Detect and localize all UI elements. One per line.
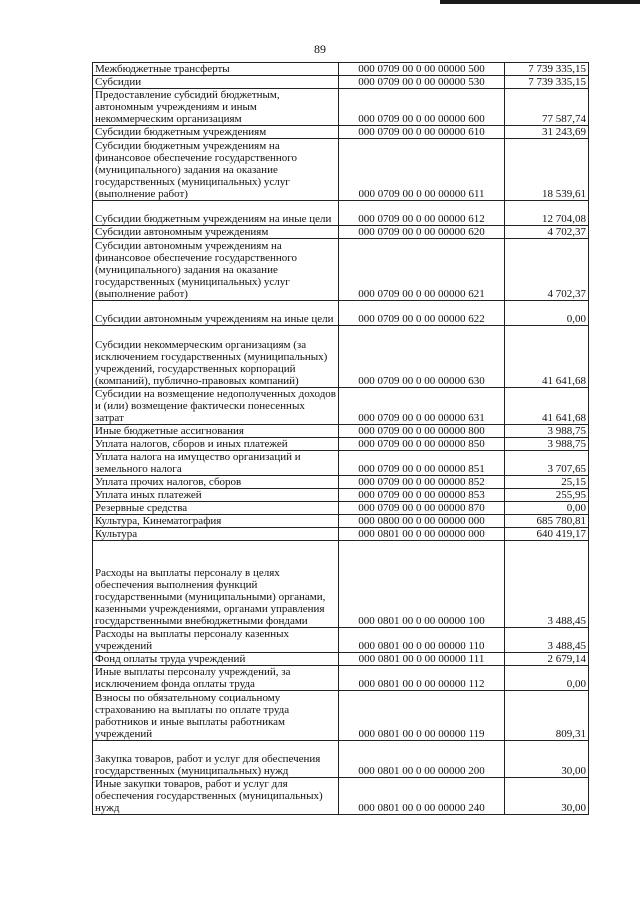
table-row bbox=[93, 388, 589, 425]
row-code: 000 0801 00 0 00 00000 112 bbox=[339, 666, 505, 691]
row-code: 000 0709 00 0 00 00000 870 bbox=[339, 502, 505, 515]
table-row bbox=[93, 326, 589, 388]
table-row bbox=[93, 628, 589, 653]
table-row bbox=[93, 63, 589, 76]
row-name: Субсидии автономным учреждениям на финансовое обеспечение государственного (муниципального) задания на оказание государственных (муниципальных) услуг (выполнение работ) bbox=[93, 239, 339, 301]
row-name: Расходы на выплаты персоналу в целях обеспечения выполнения функций государственными (муниципальными) органами, казенными учреждениями, органами управления государственными внебюджетными фондами bbox=[93, 541, 339, 628]
row-code: 000 0709 00 0 00 00000 851 bbox=[339, 451, 505, 476]
row-code: 000 0709 00 0 00 00000 631 bbox=[339, 388, 505, 425]
row-amount: 41 641,68 bbox=[505, 388, 589, 425]
row-code: 000 0709 00 0 00 00000 852 bbox=[339, 476, 505, 489]
row-name: Иные бюджетные ассигнования bbox=[93, 425, 339, 438]
row-name: Субсидии bbox=[93, 76, 339, 89]
row-code: 000 0801 00 0 00 00000 000 bbox=[339, 528, 505, 541]
table-row bbox=[93, 489, 589, 502]
table-row bbox=[93, 502, 589, 515]
row-amount: 809,31 bbox=[505, 691, 589, 741]
row-amount: 640 419,17 bbox=[505, 528, 589, 541]
row-code: 000 0801 00 0 00 00000 110 bbox=[339, 628, 505, 653]
row-amount: 3 488,45 bbox=[505, 541, 589, 628]
table-row bbox=[93, 691, 589, 741]
row-amount: 0,00 bbox=[505, 502, 589, 515]
row-code: 000 0801 00 0 00 00000 100 bbox=[339, 541, 505, 628]
row-amount: 77 587,74 bbox=[505, 89, 589, 126]
table-row bbox=[93, 476, 589, 489]
table-row bbox=[93, 528, 589, 541]
row-code: 000 0709 00 0 00 00000 600 bbox=[339, 89, 505, 126]
row-code: 000 0801 00 0 00 00000 119 bbox=[339, 691, 505, 741]
table-row bbox=[93, 201, 589, 226]
row-amount: 685 780,81 bbox=[505, 515, 589, 528]
row-amount: 41 641,68 bbox=[505, 326, 589, 388]
row-name: Закупка товаров, работ и услуг для обеспечения государственных (муниципальных) нужд bbox=[93, 741, 339, 778]
row-amount: 25,15 bbox=[505, 476, 589, 489]
row-amount: 255,95 bbox=[505, 489, 589, 502]
row-name: Уплата прочих налогов, сборов bbox=[93, 476, 339, 489]
table-row bbox=[93, 653, 589, 666]
budget-table bbox=[92, 62, 589, 815]
row-name: Межбюджетные трансферты bbox=[93, 63, 339, 76]
row-amount: 4 702,37 bbox=[505, 239, 589, 301]
budget-table-body bbox=[93, 63, 589, 815]
row-name: Субсидии на возмещение недополученных доходов и (или) возмещение фактически понесенных затрат bbox=[93, 388, 339, 425]
table-row bbox=[93, 239, 589, 301]
row-code: 000 0709 00 0 00 00000 853 bbox=[339, 489, 505, 502]
table-row bbox=[93, 425, 589, 438]
row-name: Резервные средства bbox=[93, 502, 339, 515]
row-code: 000 0709 00 0 00 00000 850 bbox=[339, 438, 505, 451]
table-row bbox=[93, 76, 589, 89]
row-code: 000 0709 00 0 00 00000 620 bbox=[339, 226, 505, 239]
row-code: 000 0709 00 0 00 00000 530 bbox=[339, 76, 505, 89]
row-name: Субсидии бюджетным учреждениям bbox=[93, 126, 339, 139]
row-name: Уплата налога на имущество организаций и земельного налога bbox=[93, 451, 339, 476]
row-amount: 31 243,69 bbox=[505, 126, 589, 139]
row-name: Субсидии некоммерческим организациям (за исключением государственных (муниципальных) учреждений, государственных корпораций (компаний), публично-правовых компаний) bbox=[93, 326, 339, 388]
row-amount: 18 539,61 bbox=[505, 139, 589, 201]
row-code: 000 0709 00 0 00 00000 610 bbox=[339, 126, 505, 139]
row-name: Культура bbox=[93, 528, 339, 541]
row-code: 000 0709 00 0 00 00000 500 bbox=[339, 63, 505, 76]
row-name: Субсидии бюджетным учреждениям на финансовое обеспечение государственного (муниципального) задания на оказание государственных (муниципальных) услуг (выполнение работ) bbox=[93, 139, 339, 201]
row-name: Иные выплаты персоналу учреждений, за исключением фонда оплаты труда bbox=[93, 666, 339, 691]
table-row bbox=[93, 515, 589, 528]
row-amount: 0,00 bbox=[505, 301, 589, 326]
row-name: Уплата налогов, сборов и иных платежей bbox=[93, 438, 339, 451]
row-amount: 3 988,75 bbox=[505, 438, 589, 451]
row-name: Расходы на выплаты персоналу казенных учреждений bbox=[93, 628, 339, 653]
row-name: Субсидии автономным учреждениям bbox=[93, 226, 339, 239]
table-row bbox=[93, 741, 589, 778]
row-code: 000 0801 00 0 00 00000 200 bbox=[339, 741, 505, 778]
row-name: Субсидии автономным учреждениям на иные цели bbox=[93, 301, 339, 326]
row-code: 000 0709 00 0 00 00000 611 bbox=[339, 139, 505, 201]
table-row bbox=[93, 541, 589, 628]
row-code: 000 0709 00 0 00 00000 630 bbox=[339, 326, 505, 388]
table-row bbox=[93, 666, 589, 691]
row-amount: 0,00 bbox=[505, 666, 589, 691]
row-name: Предоставление субсидий бюджетным, автономным учреждениям и иным некоммерческим организациям bbox=[93, 89, 339, 126]
page-number: 89 bbox=[314, 42, 326, 56]
row-amount: 4 702,37 bbox=[505, 226, 589, 239]
row-code: 000 0709 00 0 00 00000 622 bbox=[339, 301, 505, 326]
row-amount: 3 988,75 bbox=[505, 425, 589, 438]
row-amount: 7 739 335,15 bbox=[505, 63, 589, 76]
row-name: Взносы по обязательному социальному страхованию на выплаты по оплате труда работников и иные выплаты работникам учреждений bbox=[93, 691, 339, 741]
row-amount: 3 488,45 bbox=[505, 628, 589, 653]
row-code: 000 0801 00 0 00 00000 240 bbox=[339, 778, 505, 815]
row-name: Фонд оплаты труда учреждений bbox=[93, 653, 339, 666]
row-name: Иные закупки товаров, работ и услуг для обеспечения государственных (муниципальных) нужд bbox=[93, 778, 339, 815]
table-row bbox=[93, 126, 589, 139]
table-row bbox=[93, 226, 589, 239]
row-amount: 12 704,08 bbox=[505, 201, 589, 226]
row-code: 000 0709 00 0 00 00000 621 bbox=[339, 239, 505, 301]
row-name: Культура, Кинематография bbox=[93, 515, 339, 528]
row-name: Субсидии бюджетным учреждениям на иные цели bbox=[93, 201, 339, 226]
table-row bbox=[93, 778, 589, 815]
row-amount: 30,00 bbox=[505, 778, 589, 815]
row-code: 000 0709 00 0 00 00000 612 bbox=[339, 201, 505, 226]
table-row bbox=[93, 451, 589, 476]
row-name: Уплата иных платежей bbox=[93, 489, 339, 502]
row-amount: 3 707,65 bbox=[505, 451, 589, 476]
row-amount: 7 739 335,15 bbox=[505, 76, 589, 89]
row-amount: 30,00 bbox=[505, 741, 589, 778]
row-code: 000 0709 00 0 00 00000 800 bbox=[339, 425, 505, 438]
table-row bbox=[93, 139, 589, 201]
row-amount: 2 679,14 bbox=[505, 653, 589, 666]
table-row bbox=[93, 301, 589, 326]
table-row bbox=[93, 438, 589, 451]
table-row bbox=[93, 89, 589, 126]
row-code: 000 0800 00 0 00 00000 000 bbox=[339, 515, 505, 528]
row-code: 000 0801 00 0 00 00000 111 bbox=[339, 653, 505, 666]
scan-edge-mark bbox=[440, 0, 640, 4]
